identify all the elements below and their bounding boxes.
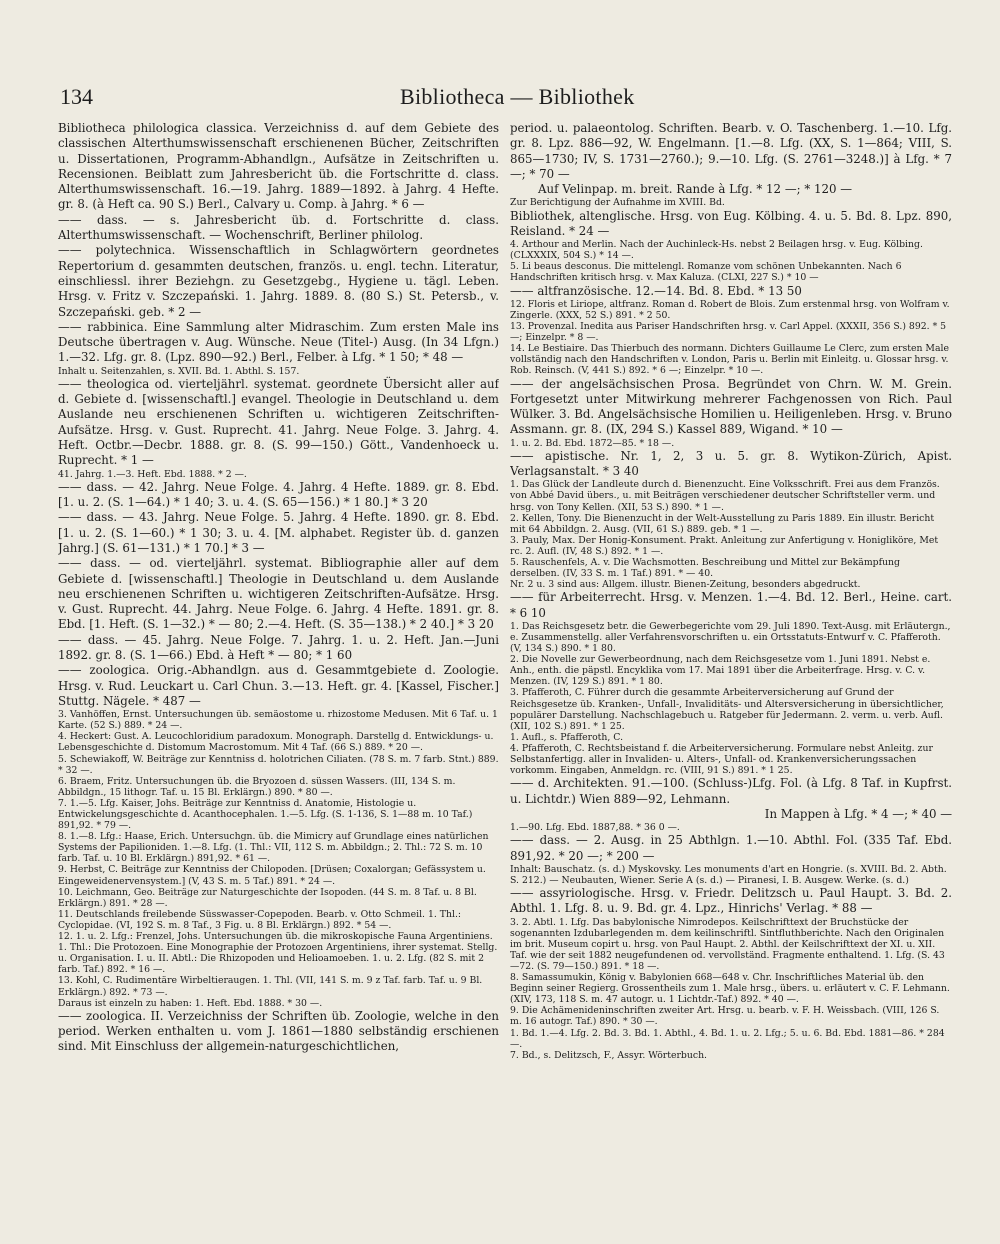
catalog-entry: —— altfranzösische. 12.—14. Bd. 8. Ebd. * 13 50 [510, 283, 802, 298]
sub-entry: 41. Jahrg. 1.—3. Heft. Ebd. 1888. * 2 —. [58, 468, 247, 480]
sub-entry: 4. Heckert: Gust. A. Leucochloridium paradoxum. Monograph. Darstellg d. Entwicklungs- u. Lebensgeschichte d. Distomum Macrostomum. Mit 4 Taf. (66 S.) 889. * 20 —. [58, 731, 494, 754]
catalog-entry: —— rabbinica. Eine Sammlung alter Midraschim. Zum ersten Male ins Deutsche übertragen v. Aug. Wünsche. Neue (Titel-) Ausg. (In 34 Lfgn.) 1.—32. Lfg. gr. 8. (Lpz. 890—92.) Berl., Felber. à Lfg. * 1 50; * 48 — [58, 319, 499, 365]
sub-entry: Nr. 2 u. 3 sind aus: Allgem. illustr. Bienen-Zeitung, besonders abgedruckt. [510, 579, 861, 591]
page-number: 134 [60, 84, 93, 109]
sub-entry: 7. Bd., s. Delitzsch, F., Assyr. Wörterbuch. [510, 1049, 708, 1061]
sub-entry: 1. Das Reichsgesetz betr. die Gewerbegerichte vom 29. Juli 1890. Text-Ausg. mit Erläutergn., e. Zusammenstellg. aller Verfahrensvorschriften u. ein Ortsstatuts-Entwurf v. C. Pfafferoth. (V, 134 S.) 890. * 1 80. [510, 620, 951, 655]
catalog-entry: —— der angelsächsischen Prosa. Begründet von Chrn. W. M. Grein. Fortgesetzt unter Mitwirkung mehrerer Fachgenossen von Rich. Paul Wülker. 3. Bd. Angelsächsische Homilien u. Heiligenleben. Hrsg. v. Bruno Assmann. gr. 8. (IX, 294 S.) Kassel 889, Wigand. * 10 — [510, 376, 952, 437]
sub-entry: 13. Provenzal. Inedita aus Pariser Handschriften hrsg. v. Carl Appel. (XXXII, 356 S.) 892. * 5 —; Einzelpr. * 8 —. [510, 321, 947, 344]
right-column [510, 121, 952, 1231]
catalog-entry: Auf Velinpap. m. breit. Rande à Lfg. * 12 —; * 120 — [538, 182, 853, 197]
sub-entry: 9. Herbst, C. Beiträge zur Kenntniss der Chilopoden. [Drüsen; Coxalorgan; Gefässystem u. Eingeweidenervensystem.] (V, 43 S. m. 5 Taf.) 891. * 24 —. [58, 864, 486, 887]
sub-entry: 10. Leichmann, Geo. Beiträge zur Naturgeschichte der Isopoden. (44 S. m. 8 Taf. u. 8 Bl. Erklärgn.) 891. * 28 —. [58, 886, 477, 909]
catalog-entry: —— zoologica. Orig.-Abhandlgn. aus d. Gesammtgebiete d. Zoologie. Hrsg. v. Rud. Leuckart u. Carl Chun. 3.—13. Heft. gr. 4. [Kassel, Fischer.] Stuttg. Nägele. * 487 — [58, 663, 499, 708]
catalog-entry: —— dass. — 45. Jahrg. Neue Folge. 7. Jahrg. 1. u. 2. Heft. Jan.—Juni 1892. gr. 8. (S. 1—66.) Ebd. à Heft * — 80; * 1 60 [58, 632, 499, 662]
catalog-entry: Bibliothek, altenglische. Hrsg. von Eug. Kölbing. 4. u. 5. Bd. 8. Lpz. 890, Reisland. * 24 — [510, 208, 952, 238]
catalog-entry: —— dass. — s. Jahresbericht üb. d. Fortschritte d. class. Alterthumswissenschaft. — Wochenschrift, Berliner philolog. [58, 212, 499, 243]
sub-entry: Zur Berichtigung der Aufnahme im XVIII. Bd. [510, 197, 725, 209]
running-title: Bibliotheca — Bibliothek [400, 84, 635, 109]
catalog-entry: —— dass. — od. vierteljährl. systemat. Bibliographie aller auf dem Gebiete d. [wissenschaftl.] Theologie in Deutschland u. dem Auslande neu erschienenen Schriften u. wichtigeren Zeitschriften-Aufsätze. Hrsg. v. Gust. Ruprecht. 44. Jahrg. Neue Folge. 6. Jahrg. 4 Hefte. 1891. gr. 8. Ebd. [1. Heft. (S. 1—32.) * — 80; 2.—4. Heft. (S. 35—138.) * 2 40.] * 3 20 [58, 556, 499, 632]
sub-entry: Daraus ist einzeln zu haben: 1. Heft. Ebd. 1888. * 30 —. [58, 997, 323, 1009]
sub-entry: 2. Die Novelle zur Gewerbeordnung, nach dem Reichsgesetze vom 1. Juni 1891. Nebst e. Anh., enth. die päpstl. Encyklika vom 17. Mai 1891 über die Arbeiterfrage. Hrsg. v. C. v. Menzen. (IV, 129 S.) 891. * 1 80. [510, 654, 931, 688]
sub-entry: 2. Kellen, Tony. Die Bienenzucht in der Welt-Ausstellung zu Paris 1889. Ein illustr. Bericht mit 64 Abbildgn. 2. Ausg. (VII, 61 S.) 889. geb. * 1 —. [510, 512, 935, 535]
sub-entry: 3. Pfafferoth, C. Führer durch die gesammte Arbeiterversicherung auf Grund der Reichsgesetze üb. Kranken-, Unfall-, Invaliditäts- und Altersversicherung in übersichtlicher, populärer Darstellung. Nachschlagebuch u. Ratgeber für Jedermann. 2. verm. u. verb. Aufl. (XII, 102 S.) 891. * 1 25. [510, 687, 944, 732]
sub-entry: 4. Pfafferoth, C. Rechtsbeistand f. die Arbeiterversicherung. Formulare nebst Anleitg. zur Selbstanfertigg. aller in Invaliden- u. Alters-, Unfall- od. Krankenversicherungssachen vorkomm. Eingaben, Anmeldgn. rc. (VIII, 91 S.) 891. * 1 25. [510, 742, 933, 777]
sub-entry: 1. Bd. 1.—4. Lfg. 2. Bd. 3. Bd. 1. Abthl., 4. Bd. 1. u. 2. Lfg.; 5. u. 6. Bd. Ebd. 1881—86. * 284 —. [510, 1027, 945, 1050]
catalog-entry: —— apistische. Nr. 1, 2, 3 u. 5. gr. 8. Wytikon-Zürich, Apist. Verlagsanstalt. * 3 40 [510, 448, 952, 479]
sub-entry: 12. 1. u. 2. Lfg.: Frenzel, Johs. Untersuchungen üb. die mikroskopische Fauna Argentiniens. 1. Thl.: Die Protozoen. Eine Monographie der Protozoen Argentiniens, ihrer systemat. Stellg. u. Organisation. I. u. II. Abtl.: Die Rhizopoden und Helioamoeben. 1. u. 2. Lfg. (82 S. mit 2 farb. Taf.) 892. * 16 —. [58, 931, 498, 976]
sub-entry: 14. Le Bestiaire. Das Thierbuch des normann. Dichters Guillaume Le Clerc, zum ersten Male vollständig nach den Handschriften v. London, Paris u. Berlin mit Einleitg. u. Glossar hrsg. v. Rob. Reinsch. (V, 441 S.) 892. * 6 —; Einzelpr. * 10 —. [510, 343, 949, 377]
catalog-entry: In Mappen à Lfg. * 4 —; * 40 — [764, 806, 952, 821]
sub-entry: 1. Das Glück der Landleute durch d. Bienenzucht. Eine Volksschrift. Frei aus dem Französ. von Abbé David übers., u. mit Beiträgen verschiedener deutscher Schriftsteller verm. und hrsg. von Tony Kellen. (XII, 53 S.) 890. * 1 —. [510, 479, 940, 513]
sub-entry: 13. Kohl, C. Rudimentäre Wirbeltieraugen. 1. Thl. (VII, 141 S. m. 9 z Taf. farb. Taf. u. 9 Bl. Erklärgn.) 892. * 73 —. [58, 975, 483, 998]
catalog-entry: period. u. palaeontolog. Schriften. Bearb. v. O. Taschenberg. 1.—10. Lfg. gr. 8. Lpz. 886—92, W. Engelmann. [1.—8. Lfg. (XX, S. 1—864; VIII, S. 865—1730; IV, S. 1731—2760.); 9.—10. Lfg. (S. 2761—3248.)] à Lfg. * 7 —; * 70 — [510, 121, 952, 181]
sub-entry: 5. Li beaus desconus. Die mittelengl. Romanze vom schönen Unbekannten. Nach 6 Handschriften kritisch hrsg. v. Max Kaluza. (CLXI, 227 S.) * 10 — [510, 261, 902, 284]
catalog-entry: —— zoologica. II. Verzeichniss der Schriften üb. Zoologie, welche in den period. Werken enthalten u. vom J. 1861—1880 selbständig erschienen sind. Mit Einschluss der allgemein-naturgeschichtlichen, [58, 1008, 499, 1054]
sub-entry: 5. Schewiakoff, W. Beiträge zur Kenntniss d. holotrichen Ciliaten. (78 S. m. 7 farb. Stnt.) 889. * 32 —. [58, 753, 499, 776]
sub-entry: 4. Arthour and Merlin. Nach der Auchinleck-Hs. nebst 2 Beilagen hrsg. v. Eug. Kölbing. (CLXXXIX, 504 S.) * 14 —. [510, 239, 923, 262]
catalog-entry: —— für Arbeiterrecht. Hrsg. v. Menzen. 1.—4. Bd. 12. Berl., Heine. cart. * 6 10 [510, 590, 952, 620]
catalog-entry: —— d. Architekten. 91.—100. (Schluss-)Lfg. Fol. (à Lfg. 8 Taf. in Kupfrst. u. Lichtdr.) Wien 889—92, Lehmann. [510, 776, 952, 806]
catalog-entry: Bibliotheca philologica classica. Verzeichniss d. auf dem Gebiete des classischen Alterthumswissenschaft erschienenen Bücher, Zeitschriften u. Dissertationen, Programm-Abhandlgn., Aufsätze in Zeitschriften u. Recensionen. Beiblatt zum Jahresbericht üb. die Fortschritte d. class. Alterthumswissenschaft. 16.—19. Jahrg. 1889—1892. à Jahrg. 4 Hefte. gr. 8. (à Heft ca. 90 S.) Berl., Calvary u. Comp. à Jahrg. * 6 — [58, 121, 499, 212]
sub-entry: 9. Die Achämenideninschriften zweiter Art. Hrsg. u. bearb. v. F. H. Weissbach. (VIII, 126 S. m. 16 autogr. Taf.) 890. * 30 —. [510, 1005, 940, 1028]
sub-entry: Inhalt: Bauschatz. (s. d.) Myskovsky. Les monuments d'art en Hongrie. (s. XVIII. Bd. 2. Abth. S. 212.) — Neubauten, Wiener. Serie A (s. d.) — Piranesi, I. B. Ausgew. Werke. (s. d.) [510, 863, 947, 886]
sub-entry: 6. Braem, Fritz. Untersuchungen üb. die Bryozoen d. süssen Wassers. (III, 134 S. m. Abbildgn., 15 lithogr. Taf. u. 15 Bl. Erklärgn.) 890. * 80 —. [58, 775, 456, 798]
catalog-entry: —— dass. — 42. Jahrg. Neue Folge. 4. Jahrg. 4 Hefte. 1889. gr. 8. Ebd. [1. u. 2. (S. 1—64.) * 1 40; 3. u. 4. (S. 65—156.) * 1 80.] * 3 20 [58, 479, 499, 510]
sub-entry: 8. Samassumukin, König v. Babylonien 668—648 v. Chr. Inschriftliches Material üb. den Beginn seiner Regierg. Grossentheils zum 1. Male hrsg., übers. u. erläutert v. C. F. Lehmann. (XIV, 173, 118 S. m. 47 autogr. u. 1 Lichtdr.-Taf.) 892. * 40 —. [510, 972, 950, 1006]
sub-entry: 3. 2. Abtl. 1. Lfg. Das babylonische Nimrodepos. Keilschrifttext der Bruchstücke der sogenannten Izdubarlegenden m. dem keilinschriftl. Sintfluthberichte. Nach den Originalen im brit. Museum copirt u. hrsg. von Paul Haupt. 2. Abthl. der Keilschrifttext der XI. u. XII. Taf. wie der seit 1882 neugefundenen od. vervollständ. Fragmente enthaltend. 1. Lfg. (S. 43—72. (S. 79—150.) 891. * 18 —. [510, 916, 945, 972]
catalog-entry: —— theologica od. vierteljährl. systemat. geordnete Übersicht aller auf d. Gebiete d. [wissenschaftl.] evangel. Theologie in Deutschland u. dem Auslande neu erschienenen Schriften u. wichtigeren Zeitschriften-Aufsätze. Hrsg. v. Gust. Ruprecht. 41. Jahrg. Neue Folge. 3. Jahrg. 4. Heft. Octbr.—Decbr. 1888. gr. 8. (S. 99—150.) Gött., Vandenhoeck u. Ruprecht. * 1 — [58, 376, 499, 468]
catalog-entry: —— dass. — 2. Ausg. in 25 Abthlgn. 1.—10. Abthl. Fol. (335 Taf. Ebd. 891,92. * 20 —; * 200 — [510, 833, 952, 863]
sub-entry: 3. Pauly, Max. Der Honig-Konsument. Prakt. Anleitung zur Anfertigung v. Honigliköre, Met rc. 2. Aufl. (IV, 48 S.) 892. * 1 —. [510, 534, 939, 557]
sub-entry: 3. Vanhöffen, Ernst. Untersuchungen üb. semäostome u. rhizostome Medusen. Mit 6 Taf. u. 1 Karte. (52 S.) 889. * 24 —. [58, 709, 498, 732]
sub-entry: Inhalt u. Seitenzahlen, s. XVII. Bd. 1. Abthl. S. 157. [58, 365, 300, 377]
sub-entry: 1. u. 2. Bd. Ebd. 1872—85. * 18 —. [510, 437, 675, 449]
sub-entry: 1. Aufl., s. Pfafferoth, C. [510, 731, 624, 743]
sub-entry: 1.—90. Lfg. Ebd. 1887,88. * 36 0 —. [510, 822, 680, 834]
sub-entry: 11. Deutschlands freilebende Süsswasser-Copepoden. Bearb. v. Otto Schmeil. 1. Thl.: Cyclopidae. (VI, 192 S. m. 8 Taf., 3 Fig. u. 8 Bl. Erklärgn.) 892. * 54 —. [58, 908, 462, 931]
page-header [60, 84, 940, 124]
catalog-entry: —— dass. — 43. Jahrg. Neue Folge. 5. Jahrg. 4 Hefte. 1890. gr. 8. Ebd. [1. u. 2. (S. 1—60.) * 1 30; 3. u. 4. [M. alphabet. Register üb. d. ganzen Jahrg.] (S. 61—131.) * 1 70.] * 3 — [58, 510, 499, 555]
sub-entry: 7. 1.—5. Lfg. Kaiser, Johs. Beiträge zur Kenntniss d. Anatomie, Histologie u. Entwickelungsgeschichte d. Acanthocephalen. 1.—5. Lfg. (S. 1-136, S. 1—88 m. 10 Taf.) 891,92. * 79 —. [58, 797, 473, 832]
left-column [58, 121, 499, 1231]
sub-entry: 5. Rauschenfels, A. v. Die Wachsmotten. Beschreibung und Mittel zur Bekämpfung derselben. (IV, 33 S. m. 1 Taf.) 891. * — 40. [510, 557, 900, 580]
catalog-entry: —— assyriologische. Hrsg. v. Friedr. Delitzsch u. Paul Haupt. 3. Bd. 2. Abthl. 1. Lfg. 8. u. 9. Bd. gr. 4. Lpz., Hinrichs' Verlag. * 88 — [510, 885, 952, 916]
catalog-entry: —— polytechnica. Wissenschaftlich in Schlagwörtern geordnetes Repertorium d. gesammten deutschen, französ. u. engl. techn. Literatur, einschliessl. ihrer Beziehgn. zu Gesetzgebg., Hygiene u. tägl. Leben. Hrsg. v. Fritz v. Szczepański. 1. Jahrg. 1889. 8. (80 S.) St. Petersb., v. Szczepański. geb. * 2 — [58, 243, 499, 319]
sub-entry: 12. Floris et Liriope, altfranz. Roman d. Robert de Blois. Zum erstenmal hrsg. von Wolfram v. Zingerle. (XXX, 52 S.) 891. * 2 50. [510, 298, 950, 321]
sub-entry: 8. 1.—8. Lfg.: Haase, Erich. Untersuchgn. üb. die Mimicry auf Grundlage eines natürlichen Systems der Papilioniden. 1.—8. Lfg. (1. Thl.: VII, 112 S. m. Abbildgn.; 2. Thl.: 72 S. m. 10 farb. Taf. u. 10 Bl. Erklärgn.) 891,92. * 61 —. [58, 831, 489, 865]
